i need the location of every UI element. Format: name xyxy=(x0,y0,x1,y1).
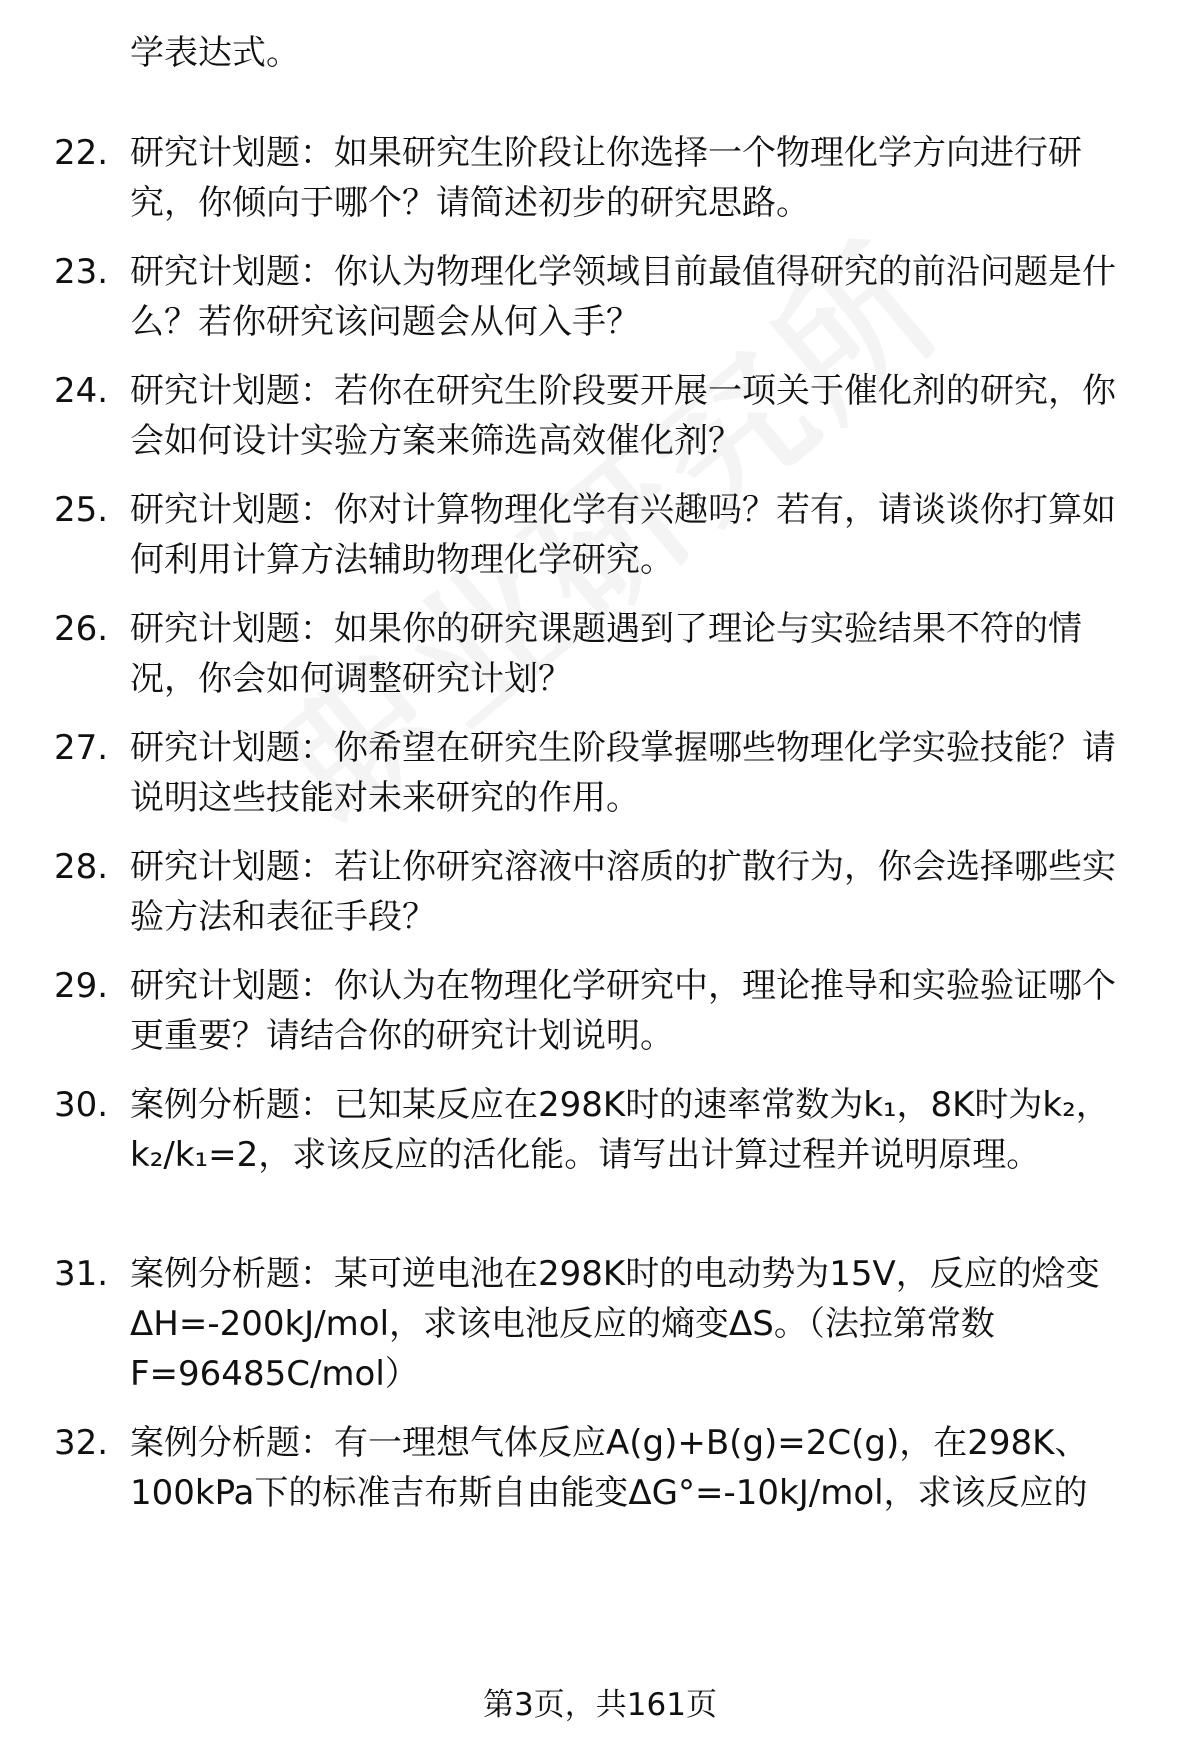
question-text: 案例分析题：已知某反应在298K时的速率常数为k₁，8K时为k₂，k₂/k₁=2，求该反应的活化能。请写出计算过程并说明原理。 xyxy=(130,1085,1110,1175)
question-number: 30. xyxy=(54,1085,109,1125)
question-number: 27. xyxy=(54,728,109,768)
question-number: 28. xyxy=(54,847,109,887)
question-text: 研究计划题：如果研究生阶段让你选择一个物理化学方向进行研究，你倾向于哪个？请简述初步的研究思路。 xyxy=(130,133,1082,223)
question-text: 研究计划题：你希望在研究生阶段掌握哪些物理化学实验技能？请说明这些技能对未来研究的作用。 xyxy=(130,728,1116,818)
page-footer: 第3页，共161页 xyxy=(483,1687,717,1723)
question-text: 研究计划题：你认为物理化学领域目前最值得研究的前沿问题是什么？若你研究该问题会从何入手？ xyxy=(130,252,1116,342)
question-number: 31. xyxy=(54,1254,109,1294)
question-number: 29. xyxy=(54,966,109,1006)
question-text: 研究计划题：你对计算物理化学有兴趣吗？若有，请谈谈你打算如何利用计算方法辅助物理化学研究。 xyxy=(130,490,1116,580)
question-text: 案例分析题：有一理想气体反应A(g)+B(g)=2C(g)，在298K、100kPa下的标准吉布斯自由能变ΔG°=-10kJ/mol，求该反应的 xyxy=(130,1423,1089,1513)
question-number: 26. xyxy=(54,609,109,649)
continued-text: 学表达式。 xyxy=(130,33,300,73)
question-text: 研究计划题：如果你的研究课题遇到了理论与实验结果不符的情况，你会如何调整研究计划？ xyxy=(130,609,1082,699)
question-number: 32. xyxy=(54,1423,109,1463)
question-text: 研究计划题：若让你研究溶液中溶质的扩散行为，你会选择哪些实验方法和表征手段？ xyxy=(130,847,1116,937)
question-text: 研究计划题：你认为在物理化学研究中，理论推导和实验验证哪个更重要？请结合你的研究计划说明。 xyxy=(130,966,1116,1056)
question-text: 研究计划题：若你在研究生阶段要开展一项关于催化剂的研究，你会如何设计实验方案来筛选高效催化剂？ xyxy=(130,371,1116,461)
question-number: 24. xyxy=(54,371,109,411)
question-number: 23. xyxy=(54,252,109,292)
question-number: 25. xyxy=(54,490,109,530)
question-text: 案例分析题：某可逆电池在298K时的电动势为15V，反应的焓变ΔH=-200kJ/mol，求该电池反应的熵变ΔS。（法拉第常数F=96485C/mol） xyxy=(130,1254,1100,1394)
question-number: 22. xyxy=(54,133,109,173)
